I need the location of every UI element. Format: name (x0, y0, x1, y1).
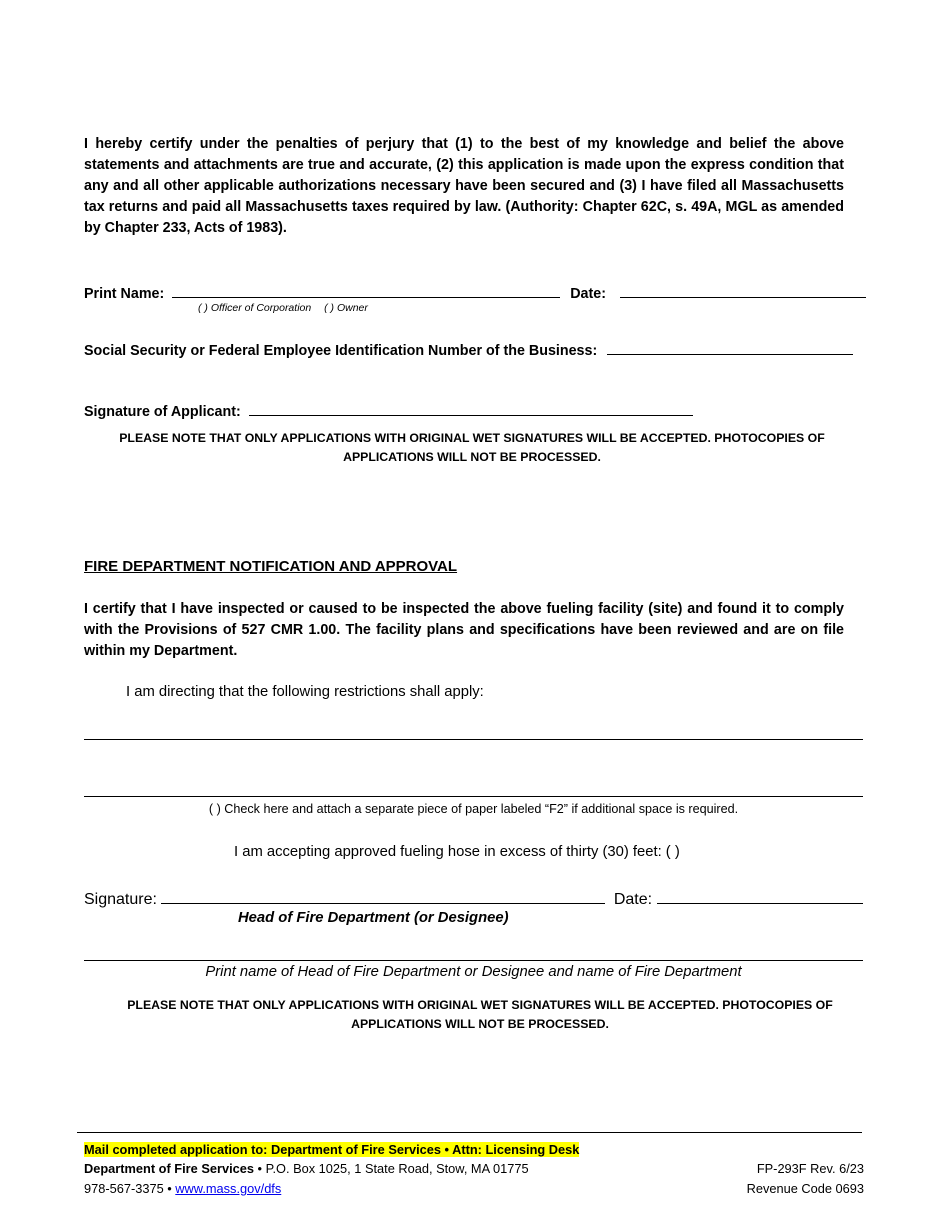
note-line: APPLICATIONS WILL NOT BE PROCESSED. (351, 1017, 609, 1031)
print-name-row (84, 283, 866, 302)
date-field[interactable] (620, 283, 866, 298)
applicant-signature-field[interactable] (249, 401, 693, 416)
head-of-fire-dept-caption: Head of Fire Department (or Designee) (238, 910, 509, 926)
fire-signature-field[interactable] (161, 887, 605, 904)
applicant-signature-label: Signature of Applicant: (84, 404, 241, 420)
date-label: Date: (570, 286, 606, 302)
mail-to-highlight: Mail completed application to: Department of Fire Services • Attn: Licensing Desk (84, 1142, 580, 1157)
fire-signature-row (84, 887, 863, 909)
ssn-field[interactable] (607, 340, 853, 355)
restrictions-line-2[interactable] (84, 796, 863, 797)
fire-date-label: Date: (613, 891, 653, 908)
print-name-fire-dept-line[interactable] (84, 960, 863, 961)
restrictions-text: I am directing that the following restrictions shall apply: (126, 684, 484, 700)
ssn-row (84, 340, 853, 359)
note-line: PLEASE NOTE THAT ONLY APPLICATIONS WITH ORIGINAL WET SIGNATURES WILL BE ACCEPTED. PHOTOCOPIES OF (127, 998, 833, 1012)
form-number: FP-293F Rev. 6/23 (756, 1161, 864, 1176)
ssn-label: Social Security or Federal Employee Identification Number of the Business: (84, 343, 598, 359)
check-here-note[interactable]: ( ) Check here and attach a separate piece of paper labeled “F2” if additional space is required. (208, 802, 739, 816)
dept-address: • P.O. Box 1025, 1 State Road, Stow, MA 01775 (253, 1161, 529, 1176)
applicant-wet-signature-note (84, 429, 860, 467)
dept-name: Department of Fire Services (84, 1161, 254, 1176)
print-name-field[interactable] (172, 283, 560, 298)
footer-contact (84, 1181, 281, 1196)
footer-address (84, 1161, 529, 1176)
mail-to-line (84, 1142, 579, 1157)
website-link[interactable]: www.mass.gov/dfs (175, 1181, 282, 1196)
fire-wet-signature-note (92, 996, 868, 1034)
note-line: PLEASE NOTE THAT ONLY APPLICATIONS WITH ORIGINAL WET SIGNATURES WILL BE ACCEPTED. PHOTOCOPIES OF (119, 431, 825, 445)
certification-statement: I hereby certify under the penalties of perjury that (1) to the best of my knowledge and belief the above statements and attachments are true and accurate, (2) this application is made upon the express condition that any and all other applicable authorizations necessary have been secured and (3) I have filed all Massachusetts tax returns and paid all Massachusetts taxes required by law. (Authority: Chapter 62C, s. 49A, MGL as amended by Chapter 233, Acts of 1983). (84, 136, 844, 236)
phone-number: 978-567-3375 • (84, 1181, 176, 1196)
fire-date-field[interactable] (657, 887, 863, 904)
note-line: APPLICATIONS WILL NOT BE PROCESSED. (343, 450, 601, 464)
owner-option[interactable]: ( ) Owner (324, 302, 368, 314)
hose-acceptance[interactable]: I am accepting approved fueling hose in excess of thirty (30) feet: ( ) (234, 844, 680, 860)
revenue-code: Revenue Code 0693 (746, 1181, 864, 1196)
footer-divider (77, 1132, 862, 1133)
section-heading: FIRE DEPARTMENT NOTIFICATION AND APPROVAL (84, 558, 458, 575)
print-name-label: Print Name: (84, 286, 165, 302)
fire-signature-label: Signature: (84, 891, 157, 908)
applicant-signature-row (84, 401, 693, 420)
role-options (198, 302, 368, 314)
print-name-caption: Print name of Head of Fire Department or Designee and name of Fire Department (205, 964, 742, 980)
fire-dept-certification: I certify that I have inspected or caused to be inspected the above fueling facility (site) and found it to comply with the Provisions of 527 CMR 1.00. The facility plans and specifications have been reviewed and are on file within my Department. (84, 601, 844, 659)
restrictions-line-1[interactable] (84, 739, 863, 740)
officer-of-corporation-option[interactable]: ( ) Officer of Corporation (198, 302, 312, 314)
